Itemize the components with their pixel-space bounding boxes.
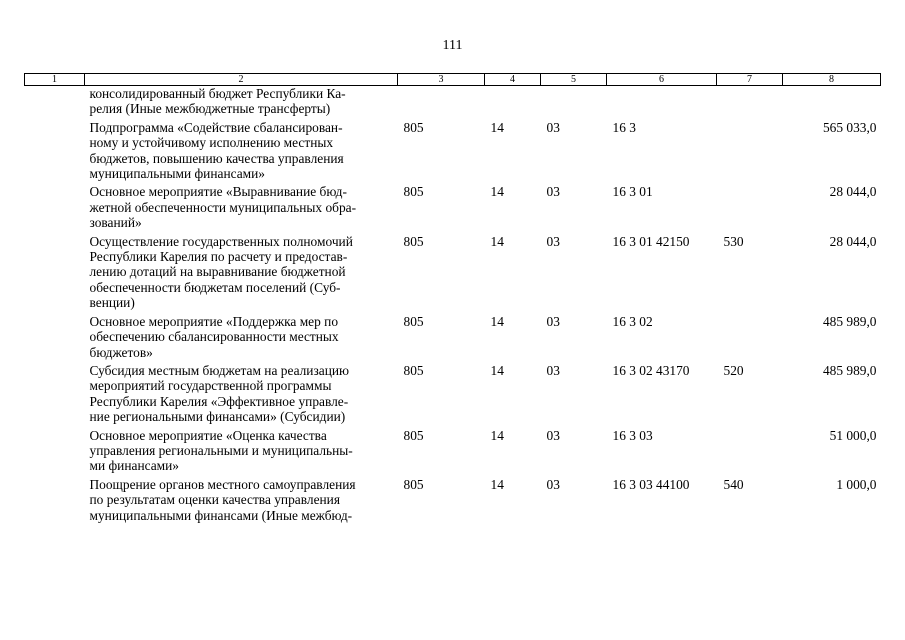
row-code-target (607, 86, 717, 120)
row-code-target: 16 3 01 42150 (612, 233, 690, 249)
row-code-target: 16 3 (612, 119, 636, 135)
row-code-admin: 805 (403, 427, 424, 443)
row-code-subsection: 03 (546, 119, 560, 135)
header-col-2: 2 (85, 74, 398, 86)
row-name-line: муниципальными финансами (Иные межбюд- (89, 507, 353, 523)
row-code-expense-type (717, 120, 783, 185)
row-col-1 (25, 234, 85, 314)
row-code-section: 14 (490, 362, 504, 378)
table-row (25, 314, 881, 363)
row-amount: 485 989,0 (822, 362, 877, 378)
row-code-target: 16 3 02 (612, 313, 653, 329)
table-row (25, 234, 881, 314)
table-row (25, 477, 881, 526)
row-name-line: мероприятий государственной программы (89, 378, 332, 394)
row-code-section: 14 (490, 313, 504, 329)
row-amount: 28 044,0 (829, 184, 877, 200)
row-code-admin: 805 (403, 476, 424, 492)
row-name-line: муниципальными финансами» (89, 166, 266, 182)
row-code-expense-type (717, 428, 783, 477)
table-header (25, 74, 881, 86)
row-code-section: 14 (490, 233, 504, 249)
row-name-line: ному и устойчивому исполнению местных (89, 135, 334, 151)
row-name (85, 363, 398, 428)
row-code-target: 16 3 03 (612, 427, 653, 443)
row-code-expense-type (717, 86, 783, 120)
row-code-admin: 805 (403, 119, 424, 135)
table-row (25, 120, 881, 185)
header-col-8: 8 (783, 74, 881, 86)
row-col-1 (25, 477, 85, 526)
row-code-target: 16 3 02 43170 (612, 362, 690, 378)
row-name (85, 184, 398, 233)
row-name-line: Основное мероприятие «Поддержка мер по (89, 313, 339, 329)
row-name-line: лению дотаций на выравнивание бюджетной (89, 264, 346, 280)
row-col-1 (25, 314, 85, 363)
row-col-1 (25, 428, 85, 477)
row-name-line: Основное мероприятие «Выравнивание бюд- (89, 184, 347, 200)
row-name-line: Субсидия местным бюджетам на реализацию (89, 362, 350, 378)
row-amount (783, 86, 881, 120)
row-name (85, 234, 398, 314)
row-code-subsection: 03 (546, 313, 560, 329)
row-name-line: консолидированный бюджет Республики Ка- (89, 86, 346, 101)
row-col-1 (25, 86, 85, 120)
row-name-line: обеспеченности бюджетам поселений (Суб- (89, 279, 341, 295)
row-name (85, 477, 398, 526)
row-amount: 51 000,0 (829, 427, 877, 443)
row-code-subsection (541, 86, 607, 120)
header-col-6: 6 (607, 74, 717, 86)
row-code-subsection: 03 (546, 184, 560, 200)
row-code-admin: 805 (403, 313, 424, 329)
row-name (85, 314, 398, 363)
header-col-5: 5 (541, 74, 607, 86)
row-code-admin: 805 (403, 184, 424, 200)
row-name-line: Республики Карелия «Эффективное управле- (89, 393, 349, 409)
page-number: 111 (442, 38, 463, 53)
row-code-expense-type: 520 (723, 362, 744, 378)
row-code-admin: 805 (403, 362, 424, 378)
row-code-subsection: 03 (546, 476, 560, 492)
header-col-7: 7 (717, 74, 783, 86)
row-code-target: 16 3 03 44100 (612, 476, 690, 492)
row-name-line: Республики Карелия по расчету и предостав- (89, 249, 348, 265)
row-name-line: бюджетов» (89, 344, 153, 360)
row-name-line: ние региональными финансами» (Субсидии) (89, 409, 346, 425)
row-amount: 565 033,0 (822, 119, 877, 135)
row-name-line: венции) (89, 295, 135, 311)
table-row (25, 363, 881, 428)
header-row (25, 74, 881, 86)
row-code-section (485, 86, 541, 120)
header-col-1: 1 (25, 74, 85, 86)
row-code-admin: 805 (403, 233, 424, 249)
row-amount: 1 000,0 (836, 476, 877, 492)
row-col-1 (25, 120, 85, 185)
row-name-line: Подпрограмма «Содействие сбалансирован- (89, 119, 343, 135)
row-name-line: управления региональными и муниципальны- (89, 442, 353, 458)
table-body (25, 86, 881, 526)
row-code-subsection: 03 (546, 362, 560, 378)
row-name-line: ми финансами» (89, 458, 179, 474)
row-amount: 28 044,0 (829, 233, 877, 249)
row-name-line: жетной обеспеченности муниципальных обра- (89, 199, 357, 215)
table-row (25, 428, 881, 477)
table-row (25, 86, 881, 120)
row-name (85, 120, 398, 185)
row-name-line: Осуществление государственных полномочий (89, 233, 353, 249)
row-code-subsection: 03 (546, 233, 560, 249)
row-name-line: обеспечению сбалансированности местных (89, 329, 339, 345)
row-name-line: Основное мероприятие «Оценка качества (89, 427, 327, 443)
budget-table (24, 73, 881, 526)
table-row (25, 184, 881, 233)
header-col-3: 3 (398, 74, 485, 86)
row-code-section: 14 (490, 184, 504, 200)
row-code-section: 14 (490, 119, 504, 135)
row-name-line: Поощрение органов местного самоуправления (89, 476, 356, 492)
row-name-line: по результатам оценки качества управления (89, 492, 341, 508)
row-name-line: зований» (89, 215, 142, 231)
row-code-expense-type (717, 184, 783, 233)
row-code-target: 16 3 01 (612, 184, 653, 200)
row-name (85, 428, 398, 477)
header-col-4: 4 (485, 74, 541, 86)
row-col-1 (25, 363, 85, 428)
row-code-expense-type: 530 (723, 233, 744, 249)
row-code-subsection: 03 (546, 427, 560, 443)
row-code-expense-type (717, 314, 783, 363)
row-name-line: бюджетов, повышению качества управления (89, 150, 344, 166)
row-code-section: 14 (490, 476, 504, 492)
row-col-1 (25, 184, 85, 233)
row-code-expense-type: 540 (723, 476, 744, 492)
row-name-line: релия (Иные межбюджетные трансферты) (89, 101, 331, 117)
row-code-section: 14 (490, 427, 504, 443)
row-code-admin (398, 86, 485, 120)
row-name (85, 86, 398, 120)
row-amount: 485 989,0 (822, 313, 877, 329)
